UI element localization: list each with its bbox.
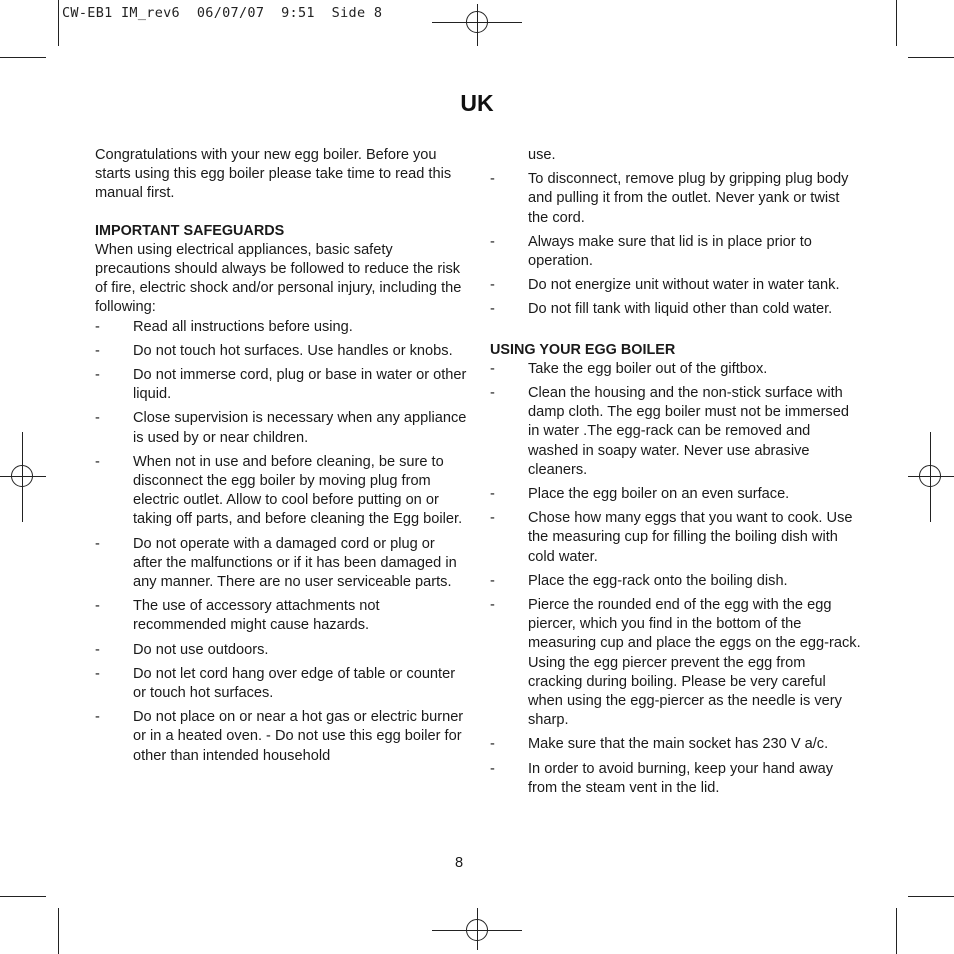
list-marker: - [95,535,100,552]
list-marker: - [490,760,495,777]
list-marker: - [490,486,495,503]
list-marker: - [490,277,495,294]
list-item: - Pierce the rounded end of the egg with the egg piercer, which you find in the bottom of the measuring cup and place the eggs on the egg-rack. Using the egg piercer prevent the egg from cracking during boiling. Please be very careful when using the egg-piercer as the needle is very sharp. [490,597,861,729]
list-marker: - [95,410,100,427]
safeguards-intro: When using electrical appliances, basic safety precautions should always be followed to reduce the risk of fire, electric shock and/or personal injury, including the following: [95,241,462,316]
list-item: - Do not touch hot surfaces. Use handles or knobs. [95,342,467,361]
list-marker: - [95,453,100,470]
list-marker: - [490,301,495,318]
list-marker: - [95,665,100,682]
right-column [490,146,862,803]
list-item: - Close supervision is necessary when any appliance is used by or near children. [95,410,467,446]
intro-paragraph: Congratulations with your new egg boiler. Before you starts using this egg boiler please take time to read this manual first. [95,147,452,202]
list-marker: - [95,367,100,384]
list-item: - Take the egg boiler out of the giftbox. [490,360,862,379]
list-item: - Always make sure that lid is in place prior to operation. [490,233,812,270]
list-item: - Do not fill tank with liquid other than cold water. [490,300,862,319]
page-number: 8 [455,855,464,871]
list-marker: - [490,233,495,250]
list-item: - When not in use and before cleaning, be sure to disconnect the egg boiler by moving plug from electric outlet. Allow to cool before putting on or taking off parts, and before cleaning the Egg boiler. [95,453,463,528]
list-item: - Chose how many eggs that you want to cook. Use the measuring cup for filling the boiling dish with cold water. [490,510,853,565]
list-marker: - [490,171,495,188]
page-title: UK [460,90,494,116]
list-item: - In order to avoid burning, keep your hand away from the steam vent in the lid. [490,760,834,796]
print-slug: CW-EB1 IM_rev6 06/07/07 9:51 Side 8 [62,5,383,21]
continuation-text: use. [528,147,556,163]
list-item: - Do not let cord hang over edge of table or counter or touch hot surfaces. [95,665,456,702]
list-item: - Do not energize unit without water in water tank. [490,276,862,295]
left-column [95,146,467,771]
list-item: - Do not immerse cord, plug or base in water or other liquid. [95,367,467,403]
list-marker: - [490,736,495,753]
usage-list [490,360,862,798]
list-item: - Do not operate with a damaged cord or plug or after the malfunctions or if it has been damaged in any manner. There are no user serviceable parts. [95,535,457,591]
list-item: - Clean the housing and the non-stick surface with damp cloth. The egg boiler must not be immersed in water .The egg-rack can be removed and washed in soapy water. Never use abrasive cleaners. [490,385,849,478]
list-marker: - [95,598,100,615]
list-item: - The use of accessory attachments not recommended might cause hazards. [95,598,380,634]
usage-heading: USING YOUR EGG BOILER [490,341,676,358]
list-marker: - [490,385,495,402]
list-item: - Make sure that the main socket has 230 V a/c. [490,735,862,754]
list-marker: - [95,641,100,658]
list-item: - Read all instructions before using. [95,318,467,337]
list-marker: - [95,709,100,726]
list-item: - Place the egg boiler on an even surface. [490,485,862,504]
list-marker: - [490,597,495,614]
safeguards-list-continued [490,170,862,319]
safeguards-list [95,318,467,766]
list-marker: - [490,510,495,527]
list-marker: - [490,572,495,589]
list-marker: - [95,342,100,359]
list-item: - Do not place on or near a hot gas or electric burner or in a heated oven. - Do not use this egg boiler for other than intended household [95,709,464,764]
list-item: - To disconnect, remove plug by gripping plug body and pulling it from the outlet. Never yank or twist the cord. [490,171,849,226]
safeguards-heading: IMPORTANT SAFEGUARDS [95,222,285,239]
list-item: - Place the egg-rack onto the boiling dish. [490,572,862,591]
list-item: - Do not use outdoors. [95,641,467,660]
list-marker: - [95,318,100,335]
list-marker: - [490,360,495,377]
